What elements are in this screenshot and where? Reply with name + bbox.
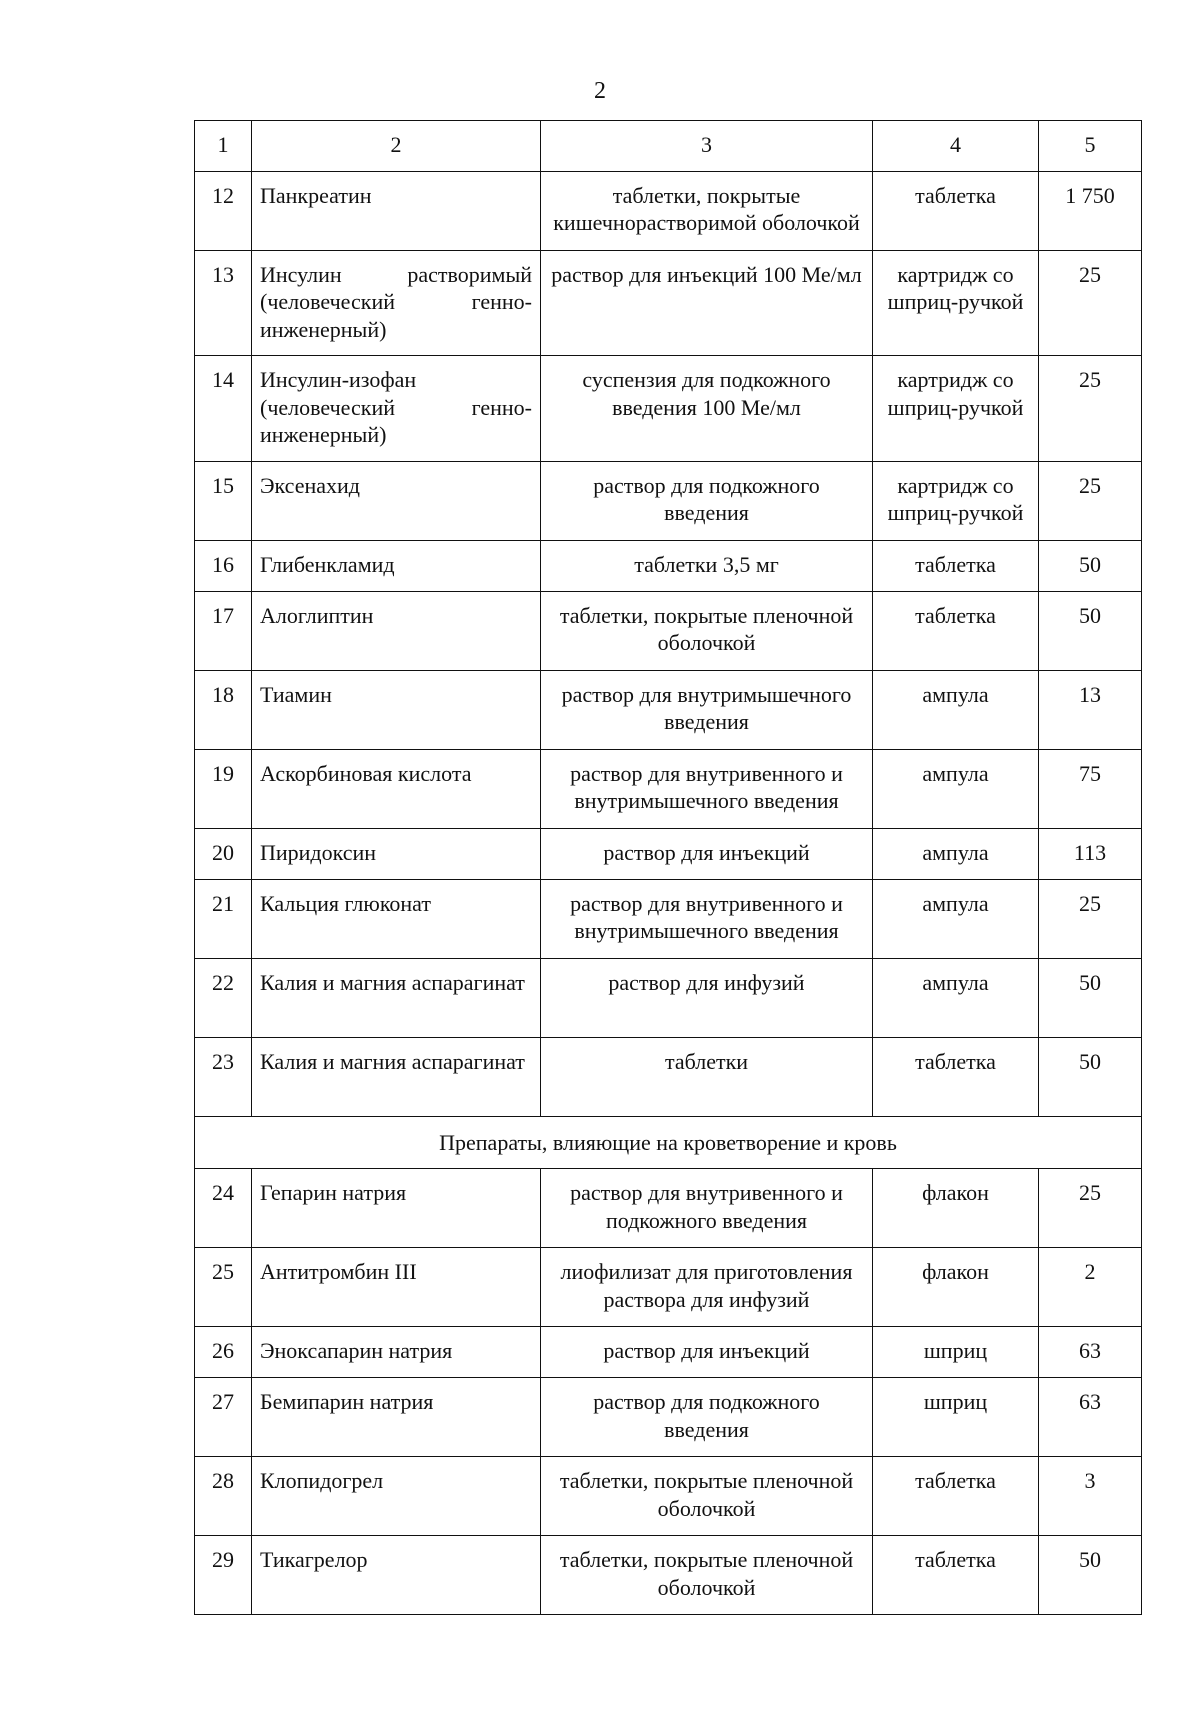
drug-name: Эноксапарин натрия — [252, 1327, 541, 1378]
quantity: 63 — [1039, 1327, 1142, 1378]
table-row — [195, 461, 1142, 540]
quantity: 2 — [1039, 1248, 1142, 1327]
quantity: 50 — [1039, 1037, 1142, 1116]
column-number: 4 — [873, 121, 1039, 172]
table-row — [195, 958, 1142, 1037]
column-number: 1 — [195, 121, 252, 172]
dosage-form: суспензия для подкожного введения 100 Ме/мл — [541, 356, 873, 462]
dosage-form: раствор для инъекций — [541, 828, 873, 879]
unit: таблетка — [873, 1536, 1039, 1615]
row-number: 29 — [195, 1536, 252, 1615]
table-row — [195, 250, 1142, 356]
drug-name: Инсулин растворимый (человеческий генно-инженерный) — [252, 250, 541, 356]
table-row — [195, 879, 1142, 958]
unit: картридж со шприц-ручкой — [873, 356, 1039, 462]
row-number: 17 — [195, 591, 252, 670]
drug-table — [194, 120, 1142, 1615]
quantity: 50 — [1039, 958, 1142, 1037]
row-number: 15 — [195, 461, 252, 540]
row-number: 27 — [195, 1378, 252, 1457]
drug-name: Тикагрелор — [252, 1536, 541, 1615]
drug-name: Глибенкламид — [252, 540, 541, 591]
row-number: 23 — [195, 1037, 252, 1116]
quantity: 13 — [1039, 670, 1142, 749]
table-row — [195, 749, 1142, 828]
section-row — [195, 1116, 1142, 1169]
quantity: 50 — [1039, 591, 1142, 670]
quantity: 25 — [1039, 356, 1142, 462]
row-number: 26 — [195, 1327, 252, 1378]
unit: ампула — [873, 828, 1039, 879]
table-row — [195, 1248, 1142, 1327]
table-row — [195, 828, 1142, 879]
dosage-form: раствор для подкожного введения — [541, 1378, 873, 1457]
column-number: 2 — [252, 121, 541, 172]
unit: шприц — [873, 1327, 1039, 1378]
quantity: 50 — [1039, 1536, 1142, 1615]
table-row — [195, 1169, 1142, 1248]
row-number: 19 — [195, 749, 252, 828]
dosage-form: раствор для внутривенного и внутримышечного введения — [541, 879, 873, 958]
dosage-form: лиофилизат для приготовления раствора для инфузий — [541, 1248, 873, 1327]
drug-name: Калия и магния аспарагинат — [252, 958, 541, 1037]
row-number: 13 — [195, 250, 252, 356]
drug-name: Алоглиптин — [252, 591, 541, 670]
table-row — [195, 670, 1142, 749]
dosage-form: раствор для инъекций — [541, 1327, 873, 1378]
quantity: 75 — [1039, 749, 1142, 828]
section-title: Препараты, влияющие на кроветворение и кровь — [195, 1116, 1142, 1169]
quantity: 25 — [1039, 250, 1142, 356]
quantity: 63 — [1039, 1378, 1142, 1457]
dosage-form: таблетки — [541, 1037, 873, 1116]
dosage-form: таблетки, покрытые пленочной оболочкой — [541, 591, 873, 670]
unit: картридж со шприц-ручкой — [873, 461, 1039, 540]
quantity: 3 — [1039, 1457, 1142, 1536]
dosage-form: раствор для подкожного введения — [541, 461, 873, 540]
page-number: 2 — [594, 78, 606, 104]
unit: шприц — [873, 1378, 1039, 1457]
drug-name: Антитромбин III — [252, 1248, 541, 1327]
quantity: 1 750 — [1039, 171, 1142, 250]
drug-name: Бемипарин натрия — [252, 1378, 541, 1457]
dosage-form: раствор для внутривенного и подкожного введения — [541, 1169, 873, 1248]
dosage-form: таблетки, покрытые пленочной оболочкой — [541, 1457, 873, 1536]
drug-name: Панкреатин — [252, 171, 541, 250]
row-number: 28 — [195, 1457, 252, 1536]
quantity: 113 — [1039, 828, 1142, 879]
quantity: 25 — [1039, 461, 1142, 540]
table-row — [195, 540, 1142, 591]
row-number: 25 — [195, 1248, 252, 1327]
drug-name: Пиридоксин — [252, 828, 541, 879]
drug-name: Гепарин натрия — [252, 1169, 541, 1248]
unit: картридж со шприц-ручкой — [873, 250, 1039, 356]
table-row — [195, 1378, 1142, 1457]
column-number: 3 — [541, 121, 873, 172]
unit: флакон — [873, 1169, 1039, 1248]
row-number: 14 — [195, 356, 252, 462]
row-number: 16 — [195, 540, 252, 591]
drug-name: Кальция глюконат — [252, 879, 541, 958]
dosage-form: раствор для внутримышечного введения — [541, 670, 873, 749]
table-row — [195, 1037, 1142, 1116]
table-row — [195, 171, 1142, 250]
unit: таблетка — [873, 591, 1039, 670]
table-row — [195, 1457, 1142, 1536]
dosage-form: раствор для инфузий — [541, 958, 873, 1037]
row-number: 21 — [195, 879, 252, 958]
row-number: 20 — [195, 828, 252, 879]
table-row — [195, 591, 1142, 670]
drug-name: Клопидогрел — [252, 1457, 541, 1536]
drug-name: Тиамин — [252, 670, 541, 749]
dosage-form: таблетки, покрытые кишечнорастворимой оболочкой — [541, 171, 873, 250]
unit: ампула — [873, 879, 1039, 958]
drug-name: Эксенахид — [252, 461, 541, 540]
quantity: 25 — [1039, 1169, 1142, 1248]
table-row — [195, 1327, 1142, 1378]
unit: флакон — [873, 1248, 1039, 1327]
row-number: 12 — [195, 171, 252, 250]
drug-name: Калия и магния аспарагинат — [252, 1037, 541, 1116]
dosage-form: раствор для внутривенного и внутримышечного введения — [541, 749, 873, 828]
row-number: 22 — [195, 958, 252, 1037]
unit: таблетка — [873, 1457, 1039, 1536]
drug-name: Инсулин-изофан (человеческий генно-инженерный) — [252, 356, 541, 462]
quantity: 50 — [1039, 540, 1142, 591]
drug-name: Аскорбиновая кислота — [252, 749, 541, 828]
unit: ампула — [873, 958, 1039, 1037]
row-number: 24 — [195, 1169, 252, 1248]
dosage-form: раствор для инъекций 100 Ме/мл — [541, 250, 873, 356]
unit: таблетка — [873, 1037, 1039, 1116]
column-number-row — [195, 121, 1142, 172]
unit: ампула — [873, 670, 1039, 749]
quantity: 25 — [1039, 879, 1142, 958]
dosage-form: таблетки 3,5 мг — [541, 540, 873, 591]
table-row — [195, 1536, 1142, 1615]
table-row — [195, 356, 1142, 462]
unit: ампула — [873, 749, 1039, 828]
row-number: 18 — [195, 670, 252, 749]
dosage-form: таблетки, покрытые пленочной оболочкой — [541, 1536, 873, 1615]
unit: таблетка — [873, 171, 1039, 250]
unit: таблетка — [873, 540, 1039, 591]
column-number: 5 — [1039, 121, 1142, 172]
